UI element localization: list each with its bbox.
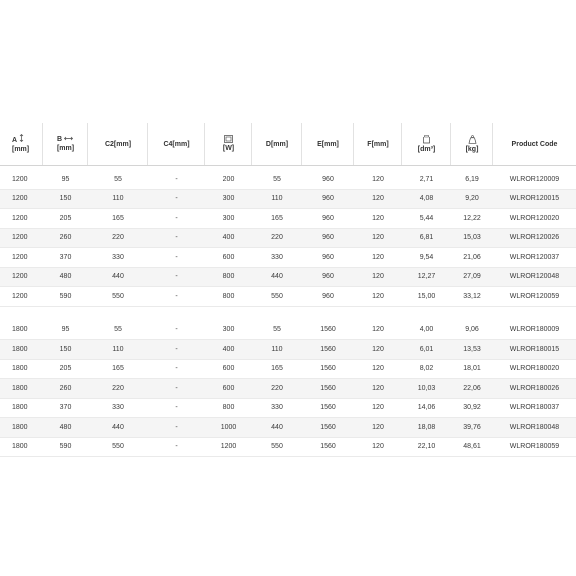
cell-c4: -	[148, 359, 205, 379]
cell-weight: 18,01	[451, 359, 493, 379]
cell-e: 960	[302, 267, 354, 287]
cell-c2: 165	[88, 209, 148, 229]
cell-weight: 12,22	[451, 209, 493, 229]
cell-d: 55	[252, 170, 302, 189]
cell-product-code: WLROR120009	[493, 170, 576, 189]
table-row	[0, 267, 576, 287]
cell-volume: 10,03	[402, 379, 451, 399]
cell-b: 370	[43, 398, 88, 418]
cell-weight: 9,06	[451, 321, 493, 340]
cell-power: 800	[205, 287, 252, 307]
cell-power: 600	[205, 379, 252, 399]
cell-weight: 39,76	[451, 418, 493, 438]
table-header-row	[0, 123, 576, 166]
cell-c2: 110	[88, 189, 148, 209]
cell-b: 480	[43, 267, 88, 287]
table-row	[0, 359, 576, 379]
cell-product-code: WLROR180037	[493, 398, 576, 418]
cell-d: 440	[252, 267, 302, 287]
cell-f: 120	[354, 359, 402, 379]
cell-e: 1560	[302, 359, 354, 379]
cell-c2: 550	[88, 287, 148, 307]
cell-b: 370	[43, 248, 88, 268]
group-spacer	[0, 306, 576, 321]
cell-f: 120	[354, 248, 402, 268]
table-row	[0, 418, 576, 438]
cell-volume: 4,00	[402, 321, 451, 340]
table-row	[0, 189, 576, 209]
cell-b: 590	[43, 287, 88, 307]
cell-e: 1560	[302, 398, 354, 418]
cell-volume: 9,54	[402, 248, 451, 268]
cell-c2: 440	[88, 267, 148, 287]
cell-c4: -	[148, 340, 205, 360]
cell-weight: 33,12	[451, 287, 493, 307]
cell-d: 330	[252, 248, 302, 268]
cell-b: 95	[43, 321, 88, 340]
cell-volume: 2,71	[402, 170, 451, 189]
cell-weight: 21,06	[451, 248, 493, 268]
cell-d: 55	[252, 321, 302, 340]
cell-a: 1800	[0, 418, 43, 438]
cell-power: 800	[205, 267, 252, 287]
cell-a: 1800	[0, 340, 43, 360]
cell-volume: 22,10	[402, 437, 451, 457]
column-header-d: D[mm]	[252, 123, 302, 166]
cell-f: 120	[354, 340, 402, 360]
cell-c2: 165	[88, 359, 148, 379]
cell-weight: 48,61	[451, 437, 493, 457]
cell-power: 300	[205, 209, 252, 229]
table-row	[0, 437, 576, 457]
cell-e: 960	[302, 209, 354, 229]
cell-volume: 8,02	[402, 359, 451, 379]
cell-c4: -	[148, 209, 205, 229]
cell-b: 590	[43, 437, 88, 457]
cell-d: 220	[252, 379, 302, 399]
table-row	[0, 398, 576, 418]
cell-a: 1800	[0, 321, 43, 340]
cell-volume: 12,27	[402, 267, 451, 287]
column-header-product-code: Product Code	[493, 123, 576, 166]
column-header-a: A [mm]	[0, 123, 43, 166]
cell-power: 300	[205, 321, 252, 340]
cell-c2: 55	[88, 321, 148, 340]
cell-c4: -	[148, 418, 205, 438]
cell-c2: 220	[88, 228, 148, 248]
table-row	[0, 321, 576, 340]
power-box-icon	[224, 135, 233, 143]
table-row	[0, 379, 576, 399]
cell-volume: 18,08	[402, 418, 451, 438]
cell-power: 1000	[205, 418, 252, 438]
cell-e: 960	[302, 228, 354, 248]
cell-power: 600	[205, 359, 252, 379]
cell-f: 120	[354, 398, 402, 418]
cell-volume: 4,08	[402, 189, 451, 209]
cell-power: 1200	[205, 437, 252, 457]
cell-product-code: WLROR180009	[493, 321, 576, 340]
cell-a: 1200	[0, 287, 43, 307]
cell-e: 1560	[302, 418, 354, 438]
cell-c4: -	[148, 287, 205, 307]
cell-d: 440	[252, 418, 302, 438]
cell-e: 1560	[302, 340, 354, 360]
cell-weight: 6,19	[451, 170, 493, 189]
cell-f: 120	[354, 267, 402, 287]
cell-f: 120	[354, 437, 402, 457]
cell-a: 1200	[0, 170, 43, 189]
cell-product-code: WLROR180026	[493, 379, 576, 399]
cell-b: 205	[43, 359, 88, 379]
cell-a: 1800	[0, 359, 43, 379]
cell-volume: 14,06	[402, 398, 451, 418]
cell-a: 1800	[0, 379, 43, 399]
cell-b: 260	[43, 379, 88, 399]
table-row	[0, 170, 576, 189]
cell-power: 200	[205, 170, 252, 189]
column-header-b: B [mm]	[43, 123, 88, 166]
cell-product-code: WLROR120026	[493, 228, 576, 248]
cell-power: 300	[205, 189, 252, 209]
cell-product-code: WLROR120048	[493, 267, 576, 287]
cell-c4: -	[148, 398, 205, 418]
cell-c4: -	[148, 189, 205, 209]
cell-d: 550	[252, 287, 302, 307]
cell-weight: 15,03	[451, 228, 493, 248]
cell-a: 1200	[0, 228, 43, 248]
cell-c4: -	[148, 248, 205, 268]
table-row	[0, 228, 576, 248]
cell-weight: 30,92	[451, 398, 493, 418]
cell-f: 120	[354, 209, 402, 229]
column-header-weight: [kg]	[451, 123, 493, 166]
cell-c2: 220	[88, 379, 148, 399]
cell-product-code: WLROR120020	[493, 209, 576, 229]
column-header-volume: [dm³]	[402, 123, 451, 166]
horizontal-arrow-icon	[64, 136, 73, 141]
cell-product-code: WLROR180048	[493, 418, 576, 438]
cell-d: 110	[252, 189, 302, 209]
cell-product-code: WLROR120015	[493, 189, 576, 209]
cell-e: 1560	[302, 321, 354, 340]
cell-product-code: WLROR180059	[493, 437, 576, 457]
cell-d: 165	[252, 209, 302, 229]
cell-c4: -	[148, 437, 205, 457]
cell-power: 800	[205, 398, 252, 418]
cell-power: 400	[205, 228, 252, 248]
cell-c2: 550	[88, 437, 148, 457]
table-row	[0, 209, 576, 229]
specification-table	[0, 123, 576, 457]
cell-f: 120	[354, 321, 402, 340]
cell-c2: 440	[88, 418, 148, 438]
cell-a: 1200	[0, 248, 43, 268]
weight-icon	[468, 135, 477, 144]
cell-a: 1200	[0, 189, 43, 209]
cell-product-code: WLROR180020	[493, 359, 576, 379]
cell-d: 165	[252, 359, 302, 379]
cell-e: 960	[302, 248, 354, 268]
cell-f: 120	[354, 228, 402, 248]
cell-b: 480	[43, 418, 88, 438]
cell-d: 220	[252, 228, 302, 248]
cell-b: 150	[43, 189, 88, 209]
cell-d: 550	[252, 437, 302, 457]
vertical-arrow-icon	[19, 134, 24, 142]
cell-f: 120	[354, 379, 402, 399]
table-row	[0, 287, 576, 307]
cell-b: 150	[43, 340, 88, 360]
cell-weight: 13,53	[451, 340, 493, 360]
cell-c2: 55	[88, 170, 148, 189]
cell-product-code: WLROR120059	[493, 287, 576, 307]
cell-f: 120	[354, 189, 402, 209]
column-header-power: [W]	[205, 123, 252, 166]
cell-e: 960	[302, 287, 354, 307]
cell-c4: -	[148, 267, 205, 287]
column-header-c4: C4[mm]	[148, 123, 205, 166]
cell-a: 1800	[0, 437, 43, 457]
table-row	[0, 248, 576, 268]
cell-c4: -	[148, 379, 205, 399]
cell-b: 260	[43, 228, 88, 248]
cell-weight: 27,09	[451, 267, 493, 287]
cell-volume: 5,44	[402, 209, 451, 229]
cell-product-code: WLROR180015	[493, 340, 576, 360]
volume-container-icon	[422, 135, 431, 144]
cell-power: 600	[205, 248, 252, 268]
cell-volume: 15,00	[402, 287, 451, 307]
cell-weight: 22,06	[451, 379, 493, 399]
cell-volume: 6,01	[402, 340, 451, 360]
cell-f: 120	[354, 287, 402, 307]
cell-f: 120	[354, 170, 402, 189]
cell-e: 960	[302, 170, 354, 189]
cell-b: 95	[43, 170, 88, 189]
column-header-f: F[mm]	[354, 123, 402, 166]
cell-c2: 330	[88, 398, 148, 418]
cell-weight: 9,20	[451, 189, 493, 209]
cell-c4: -	[148, 321, 205, 340]
cell-d: 110	[252, 340, 302, 360]
column-header-c2: C2[mm]	[88, 123, 148, 166]
cell-e: 1560	[302, 379, 354, 399]
cell-volume: 6,81	[402, 228, 451, 248]
cell-d: 330	[252, 398, 302, 418]
column-header-e: E[mm]	[302, 123, 354, 166]
cell-c4: -	[148, 228, 205, 248]
cell-a: 1200	[0, 267, 43, 287]
cell-power: 400	[205, 340, 252, 360]
cell-e: 1560	[302, 437, 354, 457]
table-body	[0, 166, 576, 457]
cell-c4: -	[148, 170, 205, 189]
cell-c2: 110	[88, 340, 148, 360]
cell-a: 1800	[0, 398, 43, 418]
cell-product-code: WLROR120037	[493, 248, 576, 268]
cell-a: 1200	[0, 209, 43, 229]
cell-e: 960	[302, 189, 354, 209]
cell-f: 120	[354, 418, 402, 438]
table-row	[0, 340, 576, 360]
cell-b: 205	[43, 209, 88, 229]
cell-c2: 330	[88, 248, 148, 268]
